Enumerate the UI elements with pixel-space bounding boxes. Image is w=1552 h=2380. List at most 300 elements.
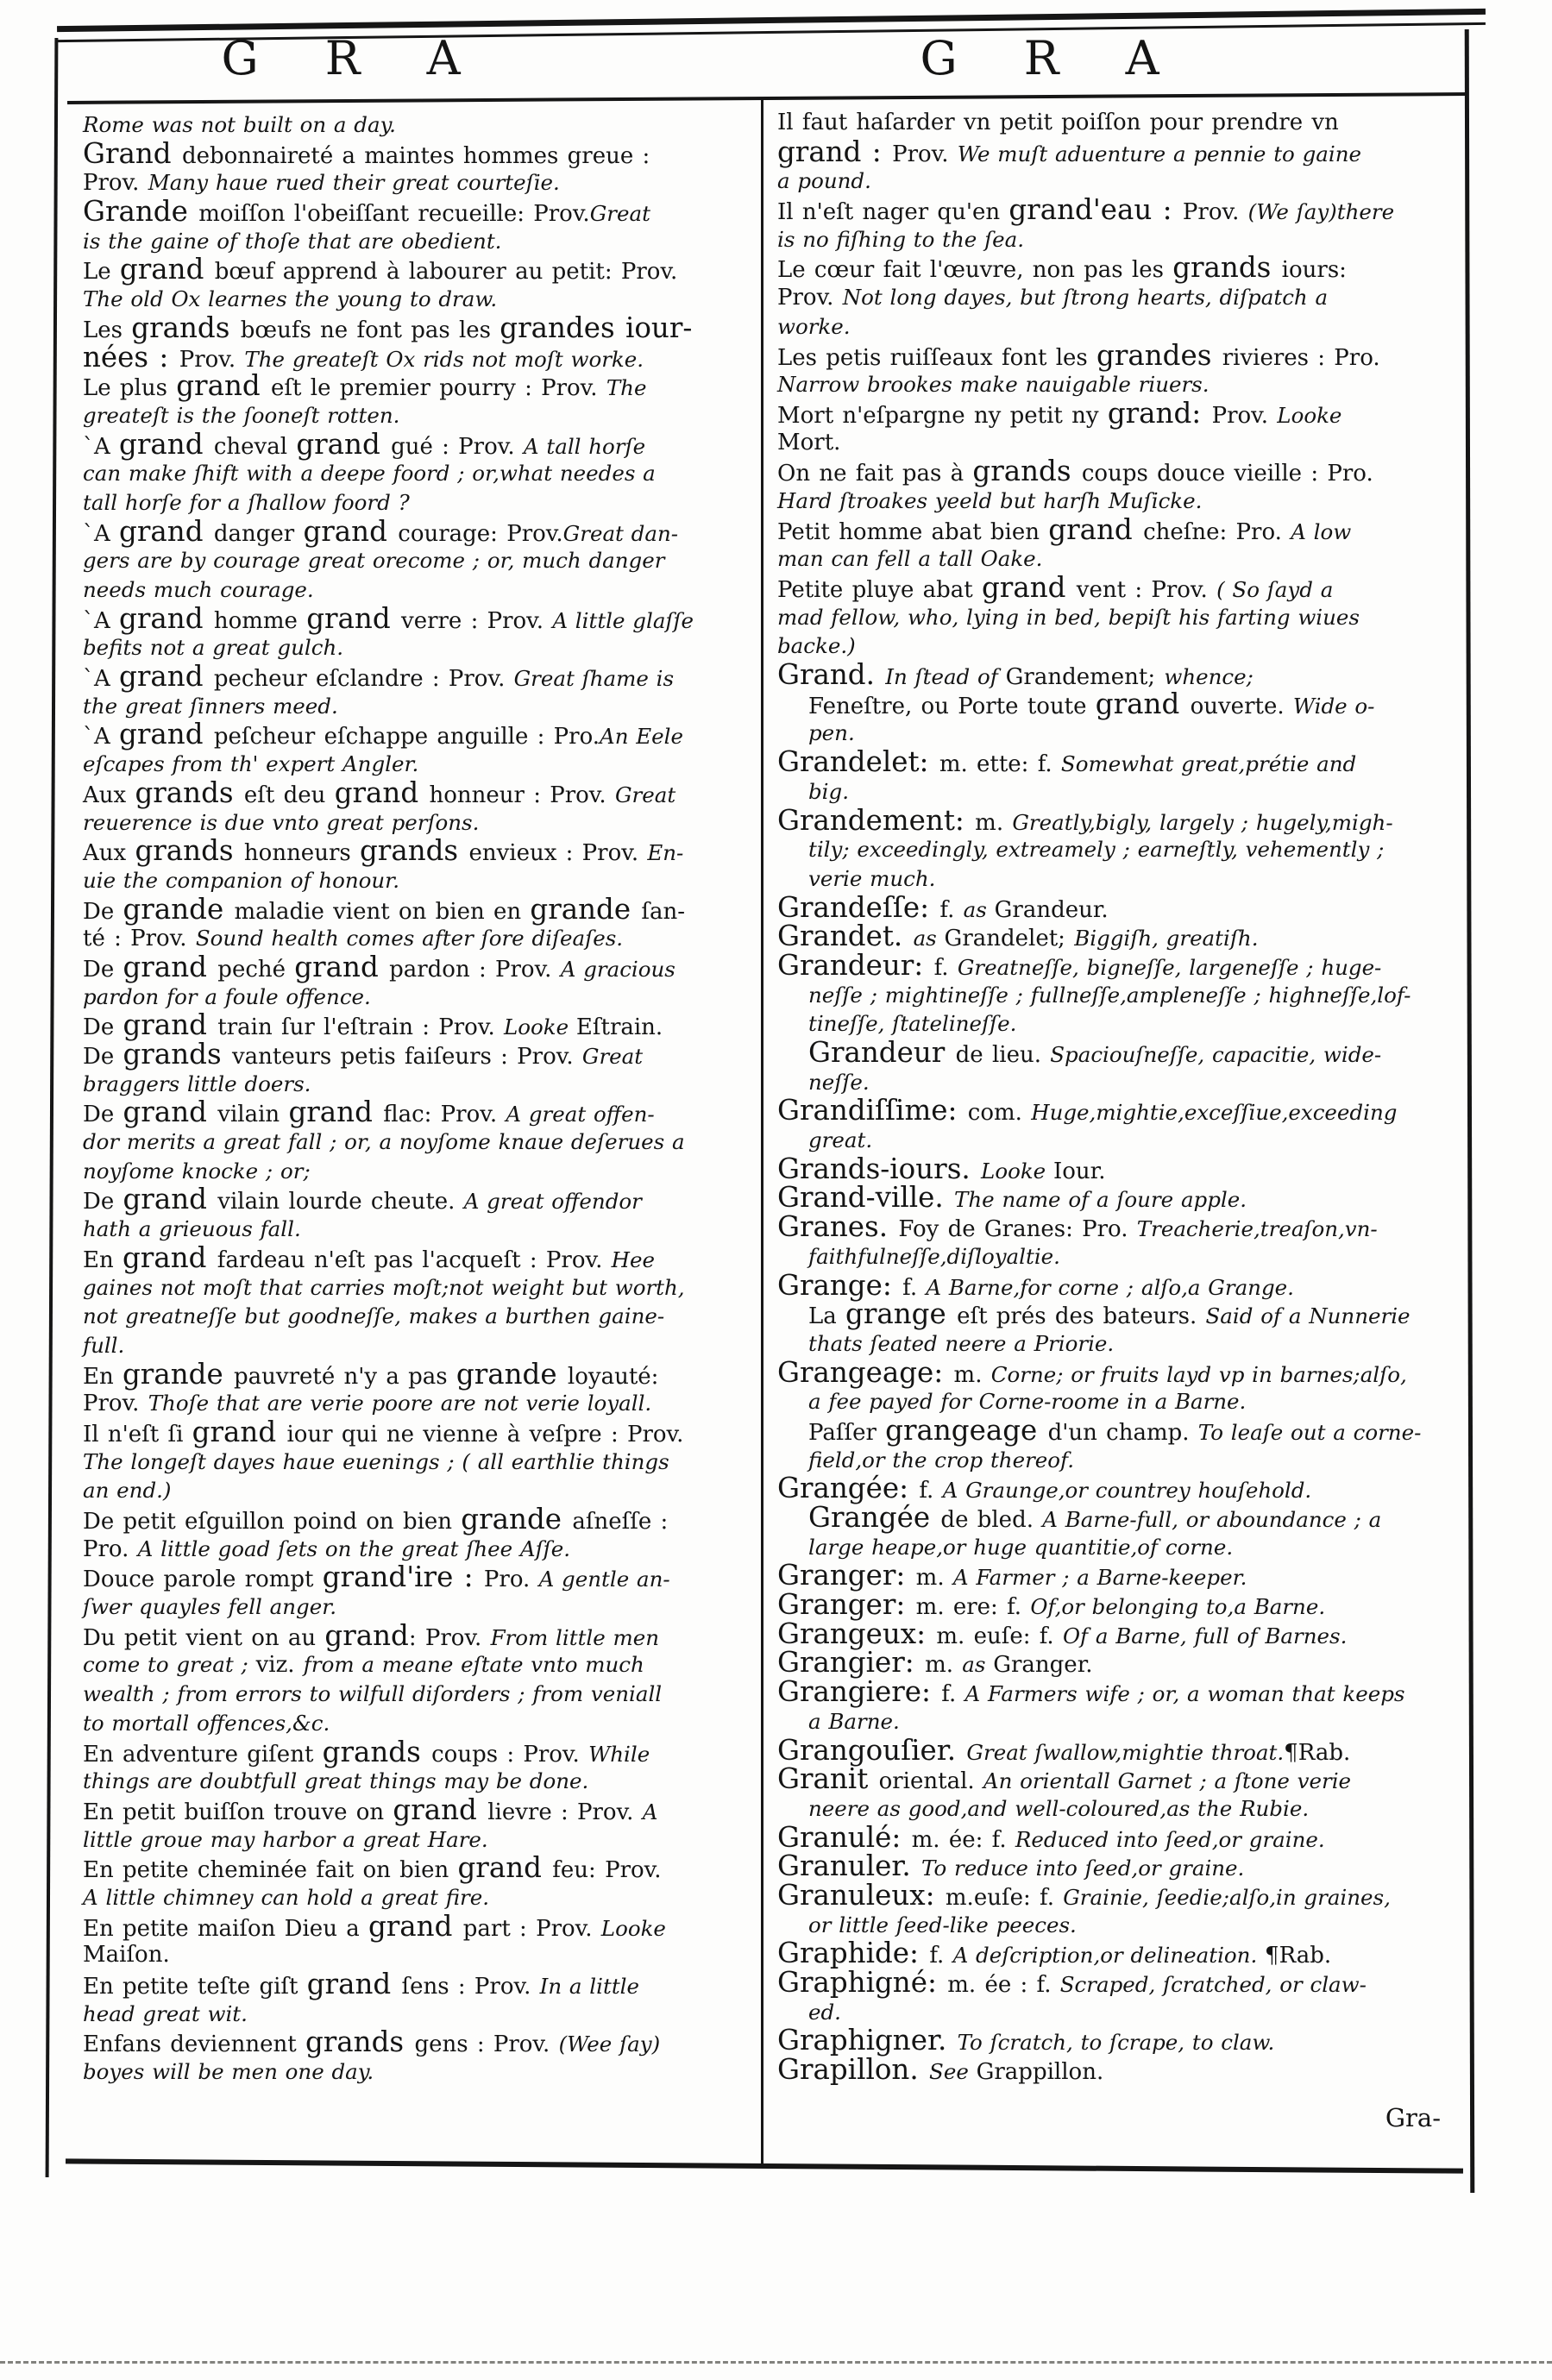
text-segment: A little glaſſe (552, 607, 694, 633)
text-segment: Biggiſh, greatiſh. (1074, 926, 1259, 951)
text-segment: Grange: (777, 1268, 903, 1302)
text-segment: grand (981, 571, 1077, 604)
text-segment: great. (808, 1127, 873, 1153)
text-line (777, 1762, 1443, 1796)
text-segment: The old Ox learnes the young to draw. (83, 286, 498, 312)
text-segment: Feneſtre, ou Porte toute (808, 693, 1096, 719)
text-line (777, 1181, 1443, 1215)
text-segment: En- (647, 840, 684, 866)
text-line (777, 981, 1443, 1010)
text-line (83, 1240, 754, 1274)
text-segment: Hard ſtroakes yeeld but harſh Muſicke. (777, 487, 1203, 513)
text-line (777, 1413, 1443, 1447)
text-segment: coups : Prov. (431, 1741, 589, 1768)
text-segment: courage: Prov. (398, 520, 563, 547)
text-segment: Douce parole rompt (83, 1567, 323, 1593)
text-segment: grands (1172, 251, 1282, 285)
text-line (83, 1883, 754, 1912)
text-line (83, 1331, 754, 1360)
text-segment: Scraped, ſcratched, or claw- (1059, 1972, 1367, 1997)
text-line (83, 1098, 754, 1127)
text-segment: nées : (83, 340, 179, 374)
text-segment: `A (83, 724, 120, 750)
text-line (83, 459, 754, 488)
text-segment: m. (925, 1652, 963, 1679)
text-segment: iours: (1281, 257, 1347, 284)
text-segment: grand (119, 601, 214, 635)
text-segment: boyes will be men one day. (83, 2059, 374, 2085)
header-rule (67, 92, 1468, 104)
text-segment: big. (808, 778, 849, 804)
text-line (777, 1794, 1443, 1824)
text-segment: Granulé: (777, 1820, 912, 1854)
text-segment: See (929, 2059, 977, 2085)
text-segment: lievre : Prov. (487, 1799, 643, 1825)
text-line (83, 1157, 754, 1186)
text-segment: Granger: (777, 1559, 916, 1592)
text-line (777, 1588, 1443, 1622)
text-line (777, 745, 1443, 779)
text-segment: oriental. (878, 1768, 983, 1795)
text-segment: Grandement; (1005, 664, 1165, 691)
text-segment: Granit (777, 1762, 879, 1796)
text-line (777, 922, 1443, 951)
text-segment: danger (213, 520, 304, 547)
text-segment: a fee payed for Corne-roome in a Barne. (808, 1389, 1247, 1415)
text-line (777, 225, 1443, 254)
text-line (777, 1911, 1443, 1940)
text-line (777, 429, 1443, 458)
text-segment: `A (83, 520, 120, 547)
text-line (83, 285, 754, 314)
text-segment: grande (530, 892, 642, 926)
text-segment: A great offendor (463, 1189, 642, 1215)
text-segment: Treacherie,treaſon,vn- (1136, 1216, 1378, 1242)
text-segment: pen. (808, 720, 855, 746)
text-line (777, 166, 1443, 196)
column-left (83, 110, 754, 2087)
text-segment: greateſt is the ſooneſt rotten. (83, 402, 400, 428)
text-line (777, 135, 1443, 168)
text-segment: Petit homme abat bien (777, 518, 1049, 545)
text-segment: large heape,or huge quantitie,of corne. (808, 1534, 1234, 1560)
text-segment: Aux (83, 840, 135, 867)
text-segment: Pro. (483, 1567, 539, 1593)
text-segment: Looke (981, 1158, 1053, 1184)
page-border-right (1465, 29, 1475, 2193)
text-line (83, 1070, 754, 1099)
text-segment: m. (975, 809, 1013, 836)
text-segment: Hee (611, 1247, 656, 1272)
text-segment: grand : (777, 135, 893, 168)
text-line (83, 601, 754, 635)
text-line (83, 110, 754, 140)
text-segment: grand (457, 1851, 553, 1885)
text-line (777, 603, 1443, 632)
text-line (777, 544, 1443, 574)
text-segment: Looke (600, 1915, 666, 1941)
text-segment: envieux : Prov. (468, 840, 648, 867)
text-segment: tineſſe, ſtatelineſſe. (808, 1011, 1017, 1037)
text-segment: aſneſſe : (572, 1509, 669, 1535)
text-line (777, 1152, 1443, 1185)
text-line (83, 1618, 754, 1652)
text-segment: ¶Rab. (1265, 1943, 1332, 1969)
text-segment: gué : Prov. (391, 433, 524, 460)
text-segment: m. ette: f. (939, 751, 1061, 778)
text-segment: La (808, 1303, 846, 1330)
text-segment: verre : Prov. (401, 607, 553, 634)
text-segment: Grangier: (777, 1646, 926, 1680)
text-segment: grands (322, 1735, 432, 1768)
text-segment: Pro. (83, 1535, 138, 1562)
text-segment: Somewhat great,prétie and (1060, 751, 1357, 777)
text-segment: noyſome knocke ; or; (83, 1158, 311, 1184)
text-segment: grand: (1107, 396, 1212, 430)
text-segment: A deſcription,or delineation. (952, 1943, 1266, 1969)
text-segment: Prov. (83, 1391, 148, 1417)
text-segment: full. (83, 1332, 125, 1358)
text-segment: needs much courage. (83, 577, 314, 602)
text-segment: verie much. (808, 865, 936, 891)
text-segment: De (83, 956, 123, 983)
page-edge-artifact (0, 2361, 1552, 2364)
text-segment: feu: Prov. (552, 1857, 662, 1884)
text-segment: Greatneſſe, bigneſſe, largeneſſe ; huge- (957, 954, 1382, 980)
text-segment: as (913, 926, 945, 951)
text-segment: f. (919, 1478, 943, 1504)
text-line (83, 1563, 754, 1592)
text-segment: grand (123, 1096, 218, 1129)
text-segment: Aux (83, 782, 135, 808)
text-line (777, 2026, 1443, 2056)
text-segment: d'un champ. (1047, 1419, 1198, 1446)
text-segment: Sound health comes after ſore diſeaſes. (195, 926, 624, 951)
text-segment: Graphigner. (777, 2024, 958, 2057)
text-line (83, 311, 754, 344)
text-line (83, 834, 754, 868)
text-segment: grands (135, 834, 244, 868)
text-segment: grand (1048, 512, 1144, 546)
text-segment: En (83, 1247, 123, 1273)
text-segment: A low (1291, 518, 1352, 544)
text-segment: ſan- (641, 898, 686, 925)
text-segment: from a meane eſtate vnto much (303, 1652, 644, 1678)
text-segment: Paſſer (808, 1419, 886, 1446)
text-segment: A gentle an- (538, 1567, 670, 1592)
text-line (777, 1355, 1443, 1389)
text-line (777, 631, 1443, 661)
text-segment: En adventure giſent (83, 1741, 323, 1768)
text-line (777, 1096, 1443, 1126)
text-segment: Mort n'eſpargne ny petit ny (777, 402, 1108, 429)
text-segment: De (83, 1044, 123, 1070)
text-segment: grand (294, 950, 390, 983)
text-line (83, 1273, 754, 1303)
text-line (83, 1185, 754, 1215)
text-segment: faithfulneſſe,diſloyaltie. (808, 1243, 1060, 1269)
text-segment: Prov. (777, 285, 843, 311)
text-line (83, 1040, 754, 1070)
text-segment: f. (939, 896, 964, 923)
text-segment: grande (123, 892, 235, 926)
text-segment: Grangeage: (777, 1355, 954, 1389)
text-segment: grand (123, 1240, 217, 1274)
text-segment: grand (119, 427, 214, 461)
text-line (83, 1970, 754, 2000)
text-segment: ( So ſayd a (1216, 577, 1334, 602)
text-segment: grandes (1096, 338, 1222, 372)
text-segment: A little chimney can hold a great fire. (83, 1884, 490, 1910)
text-segment: Rome was not built on a day. (83, 112, 396, 137)
text-line (777, 948, 1443, 982)
text-line (83, 1851, 754, 1885)
text-segment: can make ſhift with a deepe foord ; or,what needes a (83, 461, 656, 487)
text-segment: honneurs (243, 840, 360, 867)
text-line (83, 1825, 754, 1855)
text-segment: moiſſon l'obeiſſant recueille: Prov. (198, 201, 590, 228)
text-line (83, 776, 754, 809)
text-segment: While (588, 1741, 650, 1767)
text-segment: Grandelet; (944, 926, 1075, 952)
text-line (83, 1767, 754, 1796)
text-segment: things are doubtfull great things may be done. (83, 1768, 589, 1794)
text-segment: A tall horſe (523, 433, 646, 459)
text-segment: eſt prés des bateurs. (957, 1303, 1206, 1330)
text-line (83, 168, 754, 198)
text-line (777, 1966, 1443, 1999)
text-segment: eſcapes from th' expert Angler. (83, 751, 419, 777)
text-line (83, 633, 754, 663)
text-line (83, 1476, 754, 1505)
text-segment: Great ſwallow,mightie throat. (966, 1739, 1285, 1765)
text-line (777, 864, 1443, 894)
text-line (83, 1735, 754, 1768)
text-segment: loyauté: (567, 1363, 659, 1390)
text-segment: De (83, 1102, 123, 1128)
text-segment: To leaſe out a corne- (1197, 1419, 1422, 1445)
text-line (83, 692, 754, 721)
text-segment: Prov. (179, 346, 245, 373)
text-segment: iour qui ne vienne à veſpre : Prov. (286, 1421, 684, 1447)
text-segment: field,or the crop thereof. (808, 1447, 1075, 1473)
text-segment: eſt deu (243, 782, 335, 808)
text-segment: (Wee ſay) (558, 2031, 661, 2057)
text-segment: An orientall Garnet ; a ſtone verie (983, 1768, 1352, 1794)
text-segment: f. (902, 1274, 927, 1301)
text-segment: bœufs ne font pas les (240, 317, 500, 343)
text-line (83, 1709, 754, 1738)
catchword: Gra- (1385, 2103, 1441, 2132)
text-segment: m.euſe: f. (945, 1884, 1064, 1911)
text-segment: To ſcratch, to ſcrape, to claw. (957, 2030, 1275, 2056)
text-segment: gers are by courage great orecome ; or, much danger (83, 548, 665, 574)
text-segment: A Graunge,or countrey houſehold. (942, 1478, 1312, 1504)
text-segment: De petit eſguillon poind on bien (83, 1509, 462, 1535)
text-segment: A Farmer ; a Barne-keeper. (952, 1565, 1247, 1591)
text-segment: reuerence is due vnto great perſons. (83, 809, 480, 835)
text-segment: grand (119, 253, 215, 286)
text-line (83, 2057, 754, 2087)
text-segment: Granger. (993, 1652, 1093, 1679)
text-segment: Great dan- (562, 520, 679, 546)
text-segment: grange (845, 1297, 958, 1331)
text-segment: gaines not moſt that carries moſt;not weight but worth, (83, 1274, 685, 1300)
text-segment: coups douce vieille : Pro. (1081, 461, 1373, 487)
text-segment: En petit buiſſon trouve on (83, 1799, 393, 1825)
text-line (777, 658, 1443, 692)
text-segment: Grandeſſe: (777, 890, 940, 924)
text-segment: homme (213, 607, 307, 634)
text-segment: To reduce into ſeed,or graine. (921, 1856, 1245, 1881)
text-segment: Enfans deviennent (83, 2031, 305, 2058)
text-segment: Grandeur: (777, 948, 934, 982)
text-segment: m. (953, 1361, 991, 1388)
text-segment: not greatneſſe but goodneſſe, makes a burthen gaine- (83, 1303, 665, 1329)
text-segment: wealth ; from errors to wilfull diſorders ; from veniall (83, 1681, 663, 1707)
text-line (777, 1068, 1443, 1097)
text-line (83, 401, 754, 430)
text-segment: cheval (213, 433, 297, 460)
text-line (83, 750, 754, 779)
text-segment: grand (334, 776, 430, 809)
text-segment: de lieu. (955, 1042, 1051, 1068)
text-line (83, 369, 754, 403)
text-segment: grand (123, 1183, 218, 1216)
text-segment: or little ſeed-like peeces. (808, 1912, 1077, 1937)
text-segment: peché (217, 956, 295, 983)
text-line (777, 1533, 1443, 1562)
text-segment: Great ſhame is (513, 666, 675, 692)
text-segment: tall horſe for a ſhallow foord ? (83, 489, 410, 515)
text-segment: Grandelet: (777, 745, 939, 779)
text-line (777, 512, 1443, 546)
text-segment: backe.) (777, 633, 856, 659)
text-segment: Prov. (1182, 199, 1248, 226)
text-segment: Thoſe that are verie poore are not verie loyall. (148, 1391, 652, 1416)
text-segment: pecheur eſclandre : Prov. (213, 666, 514, 693)
text-segment: m. ere: f. (915, 1594, 1031, 1621)
text-line (777, 1648, 1443, 1678)
text-segment: hath a grieuous fall. (83, 1216, 301, 1242)
text-segment: Grand. (777, 658, 886, 692)
text-segment: Reduced into ſeed,or graine. (1015, 1826, 1325, 1852)
text-segment: pardon for a foule offence. (83, 983, 371, 1009)
text-segment: Said of a Nunnerie (1205, 1303, 1411, 1329)
text-line (83, 340, 754, 374)
text-segment: as (963, 896, 995, 922)
text-segment: Narrow brookes make nauigable riuers. (777, 372, 1210, 398)
text-segment: vanteurs petis faiſeurs : Prov. (231, 1044, 582, 1070)
text-segment: ſens : Prov. (401, 1974, 540, 2000)
text-segment: thats ſeated neere a Priorie. (808, 1330, 1115, 1356)
text-segment: grand (176, 369, 272, 403)
text-segment: Grangeux: (777, 1617, 937, 1650)
text-segment: come to great ; (83, 1652, 256, 1678)
text-segment: Corne; or fruits layd vp in barnes;alſo, (990, 1361, 1407, 1387)
text-line (83, 892, 754, 926)
text-line (83, 1680, 754, 1709)
text-line (777, 1733, 1443, 1767)
text-segment: neſſe. (808, 1069, 870, 1095)
text-segment: flac: Prov. (383, 1102, 506, 1128)
text-segment: grands (972, 455, 1082, 488)
text-segment: On ne fait pas à (777, 461, 973, 487)
text-segment: grand (306, 1968, 402, 2000)
text-segment: Il n'eſt nager qu'en (777, 199, 1009, 226)
text-segment: From little men (490, 1624, 660, 1650)
text-segment: The name of a ſoure apple. (954, 1187, 1247, 1213)
text-segment: Many haue rued their great courteſie. (148, 170, 560, 196)
text-line (83, 1389, 754, 1418)
text-segment: honneur : Prov. (429, 782, 615, 808)
text-line (777, 1849, 1443, 1883)
text-segment: Grandement: (777, 803, 976, 837)
text-line (777, 457, 1443, 487)
text-segment: Huge,mightie,exceſſiue,exceeding (1031, 1100, 1398, 1126)
text-segment: Grapillon. (777, 2053, 930, 2087)
text-line (777, 571, 1443, 604)
text-segment: Grangée (808, 1501, 941, 1534)
text-segment: Le plus (83, 375, 177, 402)
text-line (83, 1302, 754, 1331)
text-segment: as (962, 1652, 994, 1678)
text-segment: ouverte. (1190, 693, 1293, 719)
text-segment: debonnaireté a maintes hommes greue : (181, 142, 650, 169)
text-segment: grand (324, 1618, 409, 1652)
text-line (777, 803, 1443, 837)
text-segment: grand'ire : (322, 1561, 484, 1594)
text-segment: `A (83, 666, 120, 693)
text-line (777, 1998, 1443, 2027)
text-segment: bœuf apprend à labourer au petit: Prov. (214, 259, 678, 286)
text-line (83, 546, 754, 575)
text-segment: ed. (808, 1999, 841, 2025)
text-segment: `A (83, 607, 120, 634)
text-segment: vilain lourde cheute. (217, 1189, 464, 1215)
text-segment: f. (941, 1681, 965, 1708)
text-segment: maladie vient on bien en (234, 898, 531, 925)
text-line (83, 1008, 754, 1042)
text-segment: grand (1095, 687, 1191, 720)
text-segment: Mort. (777, 429, 841, 455)
text-segment: Of,or belonging to,a Barne. (1030, 1594, 1326, 1620)
text-segment: Graphide: (777, 1937, 930, 1970)
text-segment: braggers little doers. (83, 1071, 311, 1096)
text-segment: grand'eau : (1008, 193, 1183, 227)
text-segment: Grainie, ſeedie;alſo,in graines, (1063, 1884, 1391, 1910)
text-segment: Les petis ruiſſeaux font les (777, 344, 1097, 371)
text-line (777, 2053, 1443, 2087)
text-segment: A Barne-full, or aboundance ; a (1042, 1507, 1382, 1532)
text-segment: little groue may harbor a great Hare. (83, 1826, 488, 1852)
text-line (777, 719, 1443, 748)
text-segment: a pound. (777, 168, 871, 194)
text-segment: Petite pluye abat (777, 577, 982, 603)
text-line (83, 488, 754, 518)
text-segment: whence; (1164, 664, 1254, 690)
text-line (83, 808, 754, 838)
text-line (83, 227, 754, 256)
text-segment: ſwer quayles fell anger. (83, 1594, 337, 1620)
text-segment: Maiſon. (83, 1942, 170, 1969)
text-segment: tily; exceedingly, extreamely ; earneſtly, vehemently ; (808, 837, 1385, 863)
text-segment: m. ée : f. (947, 1972, 1060, 1998)
text-line (83, 575, 754, 605)
text-line (777, 1878, 1443, 1912)
text-line (83, 1535, 754, 1564)
text-line (777, 777, 1443, 807)
